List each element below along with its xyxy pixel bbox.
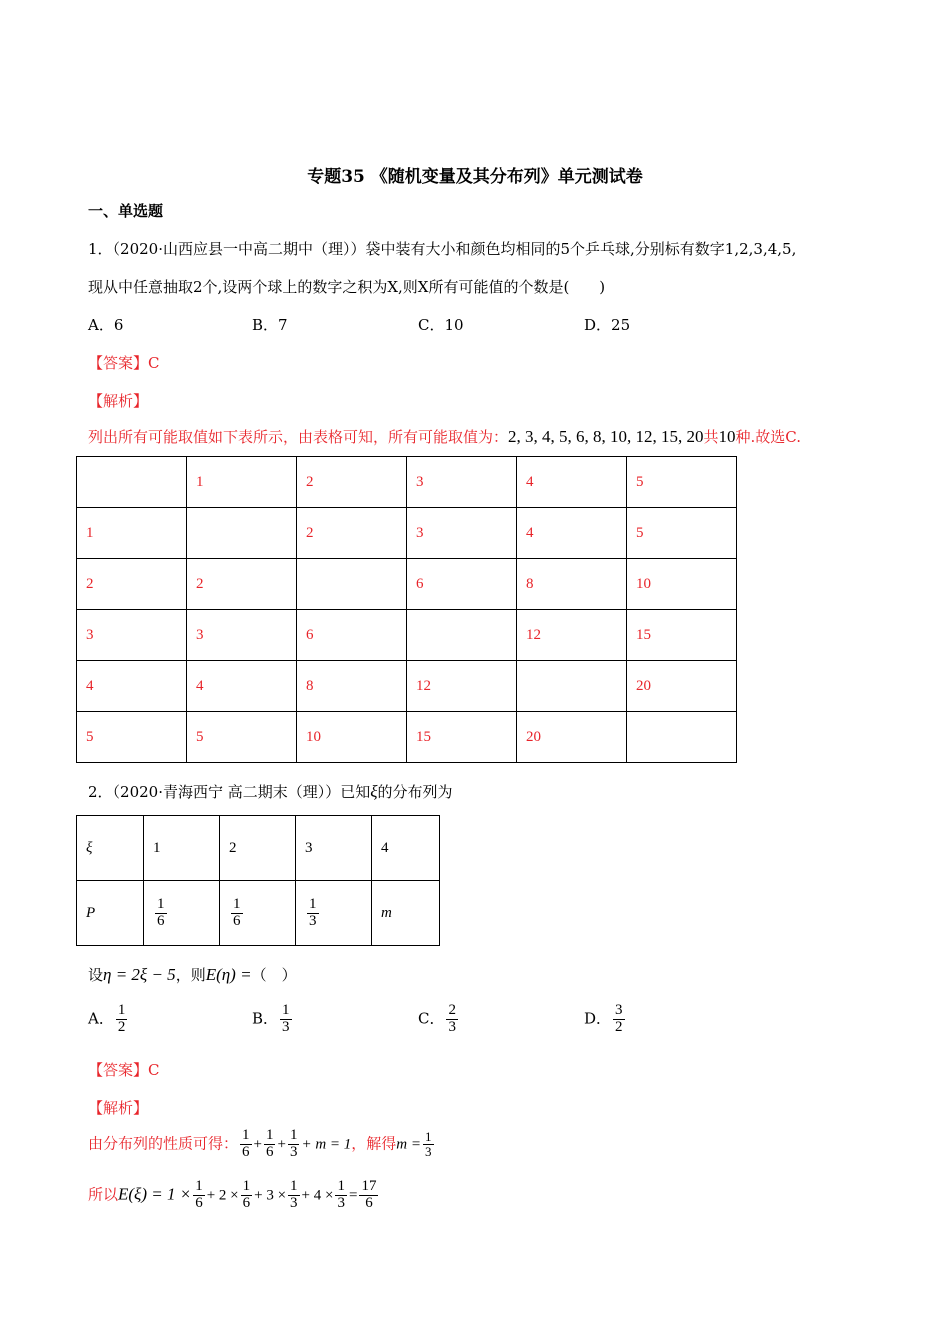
fraction: $\frac{1}{2}$: [117, 1002, 126, 1035]
table-cell: 1: [77, 508, 187, 559]
table-cell: 15: [407, 712, 517, 763]
table-cell: 15: [627, 610, 737, 661]
table-cell: 4: [187, 661, 297, 712]
table-cell: [297, 559, 407, 610]
q2-option-d: D． $\frac{3}{2}$: [584, 1002, 623, 1035]
q2-distribution-table: [76, 815, 440, 946]
table-cell: [220, 881, 296, 946]
table-cell: 2: [297, 457, 407, 508]
table-cell: 5: [627, 508, 737, 559]
fraction: $\frac{1}{3}$: [289, 1127, 298, 1160]
table-row: [77, 508, 737, 559]
table-cell: 1: [144, 816, 220, 881]
page-title: 专题35 《随机变量及其分布列》单元测试卷: [307, 167, 643, 187]
table-cell: m: [372, 881, 440, 946]
fraction: $\frac{1}{6}$: [233, 895, 241, 929]
q2-question: [88, 964, 297, 985]
q2-stem-e: E(η) =: [205, 965, 252, 984]
q1-analysis-intro: 列出所有可能取值如下表所示，由表格可知，所有可能取值为：: [88, 428, 509, 446]
table-cell: 6: [297, 610, 407, 661]
q2-option-c: C． $\frac{2}{3}$: [418, 1002, 456, 1035]
table-cell: 2: [297, 508, 407, 559]
fraction: $\frac{1}{3}$: [337, 1178, 345, 1211]
table-cell: 8: [517, 559, 627, 610]
q1-option-b: B．7: [252, 316, 288, 334]
q2-option-b: B． $\frac{1}{3}$: [252, 1002, 290, 1035]
q1-gong: 共: [703, 428, 719, 446]
table-cell: 3: [407, 457, 517, 508]
table-cell: 20: [517, 712, 627, 763]
fraction: $\frac{2}{3}$: [448, 1002, 456, 1035]
table-row: [77, 457, 737, 508]
q1-product-table: [76, 456, 737, 763]
q2-line2-eq: =: [348, 1187, 358, 1204]
fraction: $\frac{1}{3}$: [282, 1002, 290, 1035]
fraction: $\frac{3}{2}$: [615, 1002, 623, 1035]
table-cell: 3: [187, 610, 297, 661]
q1-values-list: 2, 3, 4, 5, 6, 8, 10, 12, 15, 20: [508, 427, 704, 446]
table-cell: 3: [296, 816, 372, 881]
table-cell: 12: [407, 661, 517, 712]
q1-count: 10: [718, 427, 736, 446]
table-cell: [517, 661, 627, 712]
table-row: [77, 661, 737, 712]
table-cell: 3: [407, 508, 517, 559]
q1-analysis-label: 【解析】: [88, 392, 149, 410]
q2-line2-e: E(ξ) = 1 ×: [118, 1184, 192, 1204]
q2-stem-prefix: 设: [88, 966, 104, 984]
table-row: [77, 712, 737, 763]
table-cell: 6: [407, 559, 517, 610]
table-cell: 3: [77, 610, 187, 661]
q2-prefix: 2．（2020·青海西宁 高二期末（理））已知: [88, 783, 371, 801]
q2-line1-text: 由分布列的性质可得：: [88, 1134, 239, 1153]
q2-suffix: 的分布列为: [377, 783, 453, 801]
q1-stem-line2: 现从中任意抽取2个,设两个球上的数字之积为X,则X所有可能值的个数是( ): [88, 278, 606, 296]
table-cell: 1: [187, 457, 297, 508]
q2-line2-text: 所以: [88, 1185, 119, 1204]
q2-line2-t3: + 3 ×: [254, 1187, 287, 1204]
q2-analysis-line1: 由分布列的性质可得： $\frac{1}{6}$ + $\frac{1}{6}$ + $\frac{1}{3}$ + m = 1，解得m = $\frac{1}{3}$: [88, 1127, 432, 1160]
q2-stem-eq: η = 2ξ − 5: [103, 965, 176, 984]
q2-line1-m: m =: [396, 1136, 422, 1153]
table-cell: 4: [517, 508, 627, 559]
q2-stem-paren: （ ）: [251, 966, 297, 984]
q2-analysis-label: 【解析】: [88, 1099, 149, 1117]
fraction: $\frac{1}{3}$: [290, 1178, 298, 1211]
table-cell: [627, 712, 737, 763]
table-row: [77, 559, 737, 610]
section-heading: 一、单选题: [88, 202, 164, 220]
q1-stem-line1: 1．（2020·山西应县一中高二期中（理））袋中装有大小和颜色均相同的5个乒乓球,分别标有数字1,2,3,4,5,: [88, 240, 797, 258]
q1-option-d: D．25: [584, 316, 631, 334]
fraction: $\frac{1}{3}$: [425, 1129, 432, 1159]
table-cell: 2: [220, 816, 296, 881]
fraction: $\frac{1}{6}$: [265, 1127, 274, 1160]
table-cell: 8: [297, 661, 407, 712]
table-cell: [77, 457, 187, 508]
table-cell: 4: [517, 457, 627, 508]
q2-line2-t2: + 2 ×: [206, 1187, 239, 1204]
table-cell: 5: [77, 712, 187, 763]
table-cell: [296, 881, 372, 946]
q2-stem: [88, 781, 453, 802]
table-cell: P: [77, 881, 144, 946]
table-row: [77, 610, 737, 661]
table-cell: 2: [187, 559, 297, 610]
q2-analysis-line2: [88, 1179, 380, 1212]
q2-line1-plus-m: + m = 1: [301, 1136, 352, 1153]
q1-option-a: A．6: [88, 316, 124, 334]
q1-answer: 【答案】C: [88, 354, 160, 372]
q2-line1-mid: ，解得: [351, 1134, 397, 1153]
fraction: $\frac{1}{6}$: [195, 1178, 203, 1211]
q2-xi: ξ: [370, 782, 378, 801]
q1-option-c: C．10: [418, 316, 464, 334]
table-row: [77, 881, 440, 946]
table-cell: 20: [627, 661, 737, 712]
q2-stem-mid: ，则: [175, 966, 206, 984]
table-row: [77, 816, 440, 881]
table-cell: 12: [517, 610, 627, 661]
q2-option-a: A． $\frac{1}{2}$: [88, 1002, 126, 1035]
table-cell: 5: [627, 457, 737, 508]
table-cell: 4: [77, 661, 187, 712]
fraction: $\frac{1}{6}$: [242, 1127, 250, 1160]
fraction: $\frac{1}{6}$: [157, 895, 165, 929]
table-cell: [144, 881, 220, 946]
table-cell: 2: [77, 559, 187, 610]
q2-answer: 【答案】C: [88, 1061, 160, 1079]
table-cell: 4: [372, 816, 440, 881]
table-cell: 10: [627, 559, 737, 610]
table-cell: 5: [187, 712, 297, 763]
q1-tail: 种.故选C.: [735, 428, 802, 446]
fraction: $\frac{17}{6}$: [361, 1178, 377, 1211]
table-cell: 10: [297, 712, 407, 763]
q2-line2-t4: + 4 ×: [301, 1187, 334, 1204]
fraction: $\frac{1}{3}$: [309, 895, 317, 929]
table-cell: [187, 508, 297, 559]
table-cell: [407, 610, 517, 661]
q1-analysis-text: [88, 426, 801, 447]
fraction: $\frac{1}{6}$: [242, 1178, 251, 1211]
table-cell: ξ: [77, 816, 144, 881]
